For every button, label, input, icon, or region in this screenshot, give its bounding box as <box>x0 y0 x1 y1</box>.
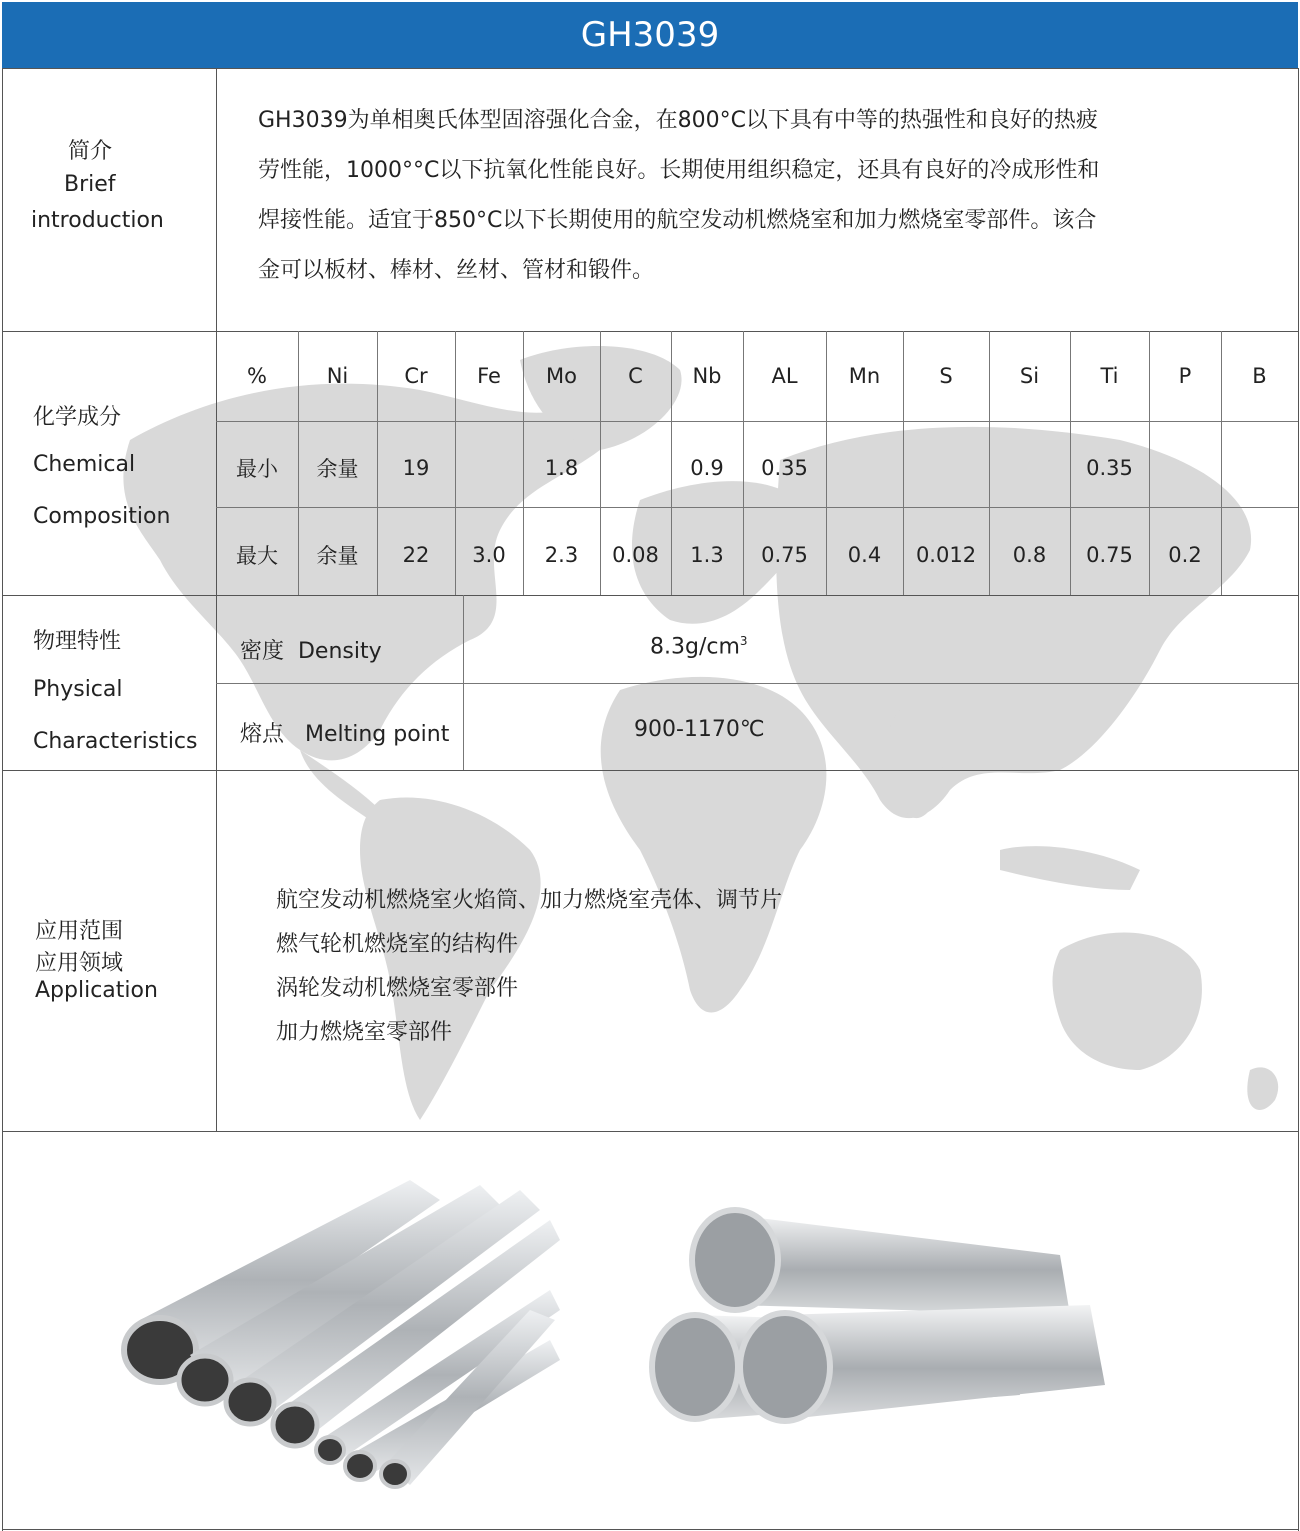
composition-max-cell: 0.75 <box>1086 543 1133 567</box>
brief-text <box>258 96 1178 296</box>
composition-min-cell: 最小 <box>236 457 278 481</box>
composition-max-cell: 0.012 <box>915 543 977 567</box>
application-item: 涡轮发动机燃烧室零部件 <box>276 976 519 1001</box>
composition-min-cell <box>1221 425 1298 511</box>
composition-min-cell <box>903 425 989 511</box>
composition-header-cell: % <box>247 364 267 388</box>
pipe-stack-image <box>640 1195 1120 1445</box>
composition-min-cell <box>826 425 903 511</box>
composition-max-cell: 22 <box>402 543 430 567</box>
composition-max-cell <box>1221 511 1298 599</box>
composition-max-cell: 0.8 <box>1012 543 1047 567</box>
melting-point-label: 熔点 Melting point <box>240 722 450 747</box>
brief-label-en: Brief <box>64 172 116 197</box>
grid-row-divider <box>216 421 1298 422</box>
physical-label-en: Physical <box>33 677 123 702</box>
density-label: 密度 Density <box>240 639 382 664</box>
composition-max-cell: 最大 <box>236 544 278 568</box>
composition-min-cell: 0.9 <box>690 456 724 480</box>
composition-min-cell: 1.8 <box>544 456 579 480</box>
application-item: 加力燃烧室零部件 <box>276 1020 453 1045</box>
brief-label-cn: 简介 <box>68 139 113 164</box>
brief-line: 焊接性能。适宜于850°C以下长期使用的航空发动机燃烧室和加力燃烧室零部件。该合 <box>258 208 1097 233</box>
composition-header-cell: Fe <box>477 364 501 388</box>
melting-point-value: 900-1170℃ <box>634 717 765 742</box>
composition-header-cell: Ti <box>1100 364 1119 388</box>
application-item: 航空发动机燃烧室火焰筒、加力燃烧室壳体、调节片 <box>276 888 783 913</box>
composition-header-cell: C <box>628 364 643 388</box>
composition-min-cell <box>600 425 671 511</box>
composition-min-cell: 19 <box>402 456 430 480</box>
density-value: $8.3g/cm^3$ <box>650 634 748 660</box>
physical-label-en-2: Characteristics <box>33 729 198 754</box>
composition-max-cell: 0.08 <box>612 543 659 567</box>
composition-min-cell <box>1149 425 1221 511</box>
composition-header-cell: Cr <box>404 364 428 388</box>
page-title: GH3039 <box>2 2 1298 68</box>
application-label-en: Application <box>35 978 158 1003</box>
composition-min-cell: 余量 <box>316 457 359 481</box>
composition-max-cell: 0.75 <box>761 543 808 567</box>
brief-line: GH3039为单相奥氏体型固溶强化合金，在800°C以下具有中等的热强性和良好的热疲 <box>258 108 1098 133</box>
brief-line: 劳性能，1000°°C以下抗氧化性能良好。长期使用组织稳定，还具有良好的冷成形性和 <box>258 158 1100 183</box>
chemical-label-cn: 化学成分 <box>33 405 122 430</box>
composition-header-cell: AL <box>771 364 798 388</box>
composition-header-cell: P <box>1178 364 1192 388</box>
composition-min-cell: 0.35 <box>761 456 808 480</box>
composition-header-cell: Nb <box>692 364 722 388</box>
composition-min-cell <box>989 425 1070 511</box>
composition-max-cell: 2.3 <box>544 543 579 567</box>
brief-label-en-2: introduction <box>31 208 164 233</box>
application-label-cn: 应用范围 <box>35 919 124 944</box>
composition-header-cell: Mn <box>848 364 881 388</box>
composition-header-cell: Si <box>1019 364 1040 388</box>
composition-header-cell: Mo <box>546 364 577 388</box>
chemical-label-en: Chemical <box>33 452 136 477</box>
composition-max-cell: 3.0 <box>472 543 506 567</box>
composition-min-cell: 0.35 <box>1086 456 1133 480</box>
composition-header-cell: S <box>939 364 953 388</box>
composition-max-cell: 1.3 <box>690 543 724 567</box>
composition-min-cell <box>455 425 523 511</box>
application-label-cn-2: 应用领域 <box>35 951 124 976</box>
composition-header-cell: B <box>1252 364 1267 388</box>
composition-max-cell: 0.4 <box>847 543 882 567</box>
pipe-bundle-image <box>110 1170 560 1500</box>
composition-max-cell: 余量 <box>316 544 359 568</box>
brief-line: 金可以板材、棒材、丝材、管材和锻件。 <box>258 258 655 283</box>
chemical-label-en-2: Composition <box>33 504 171 529</box>
composition-max-cell: 0.2 <box>1168 543 1202 567</box>
composition-header-cell: Ni <box>326 364 349 388</box>
physical-label-cn: 物理特性 <box>33 629 122 654</box>
application-item: 燃气轮机燃烧室的结构件 <box>276 932 519 957</box>
